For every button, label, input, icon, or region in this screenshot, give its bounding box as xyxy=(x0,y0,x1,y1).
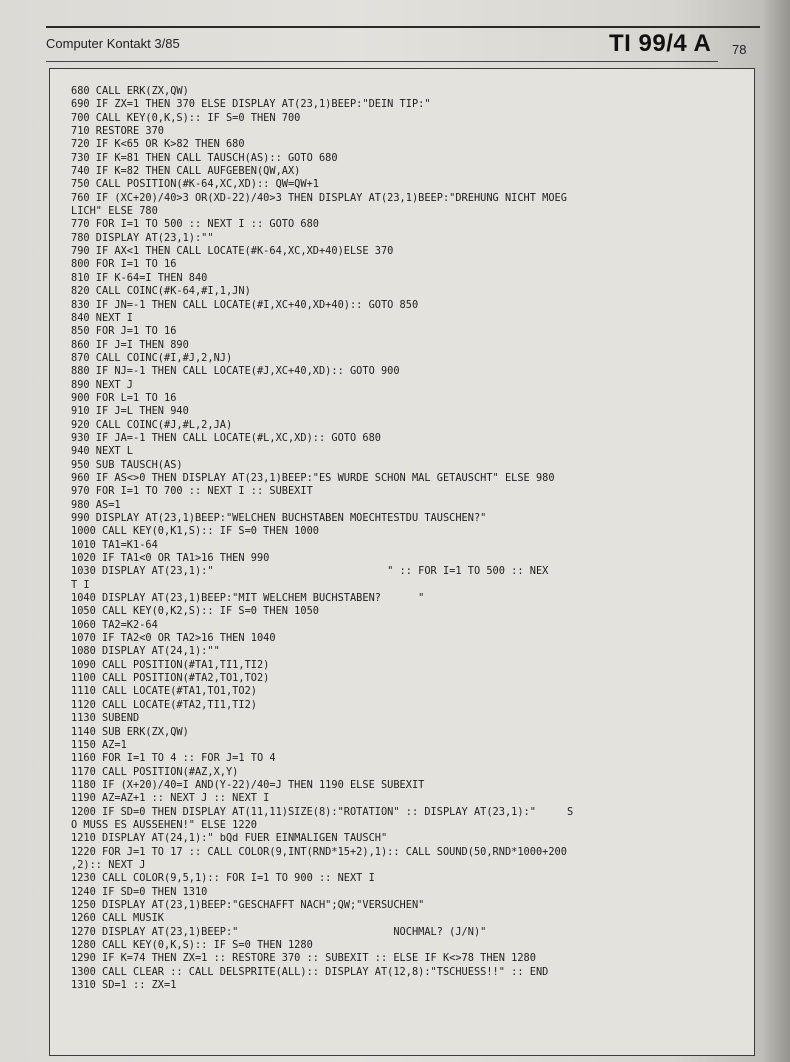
code-line: 1100 CALL POSITION(#TA2,TO1,TO2) xyxy=(71,672,270,685)
header-rule xyxy=(46,61,718,62)
code-line: 920 CALL COINC(#J,#L,2,JA) xyxy=(71,418,233,431)
code-line: 830 IF JN=-1 THEN CALL LOCATE(#I,XC+40,XD+40):: GOTO 850 xyxy=(71,298,419,311)
code-line: 1270 DISPLAY AT(23,1)BEEP:" NOCHMAL? (J/N)" xyxy=(71,925,487,938)
code-line: 1140 SUB ERK(ZX,QW) xyxy=(71,725,189,738)
code-line: 700 CALL KEY(0,K,S):: IF S=0 THEN 700 xyxy=(71,111,301,124)
code-line: 1120 CALL LOCATE(#TA2,TI1,TI2) xyxy=(71,698,257,711)
code-line: 1070 IF TA2<0 OR TA2>16 THEN 1040 xyxy=(71,632,276,645)
code-line: 780 DISPLAY AT(23,1):"" xyxy=(71,231,214,244)
code-line: 1200 IF SD=0 THEN DISPLAY AT(11,11)SIZE(8):"ROTATION" :: DISPLAY AT(23,1):" S xyxy=(71,805,574,818)
code-line: 1000 CALL KEY(0,K1,S):: IF S=0 THEN 1000 xyxy=(71,525,319,538)
code-line: 1030 DISPLAY AT(23,1):" " :: FOR I=1 TO 500 :: NEX xyxy=(71,565,549,578)
code-line: 810 IF K-64=I THEN 840 xyxy=(71,271,208,284)
code-line: 1190 AZ=AZ+1 :: NEXT J :: NEXT I xyxy=(71,792,270,805)
code-line: 1040 DISPLAY AT(23,1)BEEP:"MIT WELCHEM BUCHSTABEN? " xyxy=(71,592,425,605)
code-line: 1230 CALL COLOR(9,5,1):: FOR I=1 TO 900 :: NEXT I xyxy=(71,872,375,885)
code-line: 680 CALL ERK(ZX,QW) xyxy=(71,85,189,97)
code-line: 860 IF J=I THEN 890 xyxy=(71,338,189,351)
code-line: 1160 FOR I=1 TO 4 :: FOR J=1 TO 4 xyxy=(71,752,276,765)
code-line: 1260 CALL MUSIK xyxy=(71,912,164,925)
code-line: 820 CALL COINC(#K-64,#I,1,JN) xyxy=(71,285,251,298)
code-line: 1010 TA1=K1-64 xyxy=(71,538,158,551)
magazine-title: Computer Kontakt 3/85 xyxy=(46,36,180,51)
code-line: 1250 DISPLAY AT(23,1)BEEP:"GESCHAFFT NACH";QW;"VERSUCHEN" xyxy=(71,898,425,911)
page-edge-shadow xyxy=(762,0,790,1062)
code-line: 1050 CALL KEY(0,K2,S):: IF S=0 THEN 1050 xyxy=(71,605,319,618)
code-line: 1180 IF (X+20)/40=I AND(Y-22)/40=J THEN 1190 ELSE SUBEXIT xyxy=(71,778,425,791)
code-line: 890 NEXT J xyxy=(71,378,133,391)
code-line: 770 FOR I=1 TO 500 :: NEXT I :: GOTO 680 xyxy=(71,218,319,231)
code-line: 980 AS=1 xyxy=(71,498,121,511)
code-line: 870 CALL COINC(#I,#J,2,NJ) xyxy=(71,351,233,364)
code-line: 1080 DISPLAY AT(24,1):"" xyxy=(71,645,220,658)
code-line: 950 SUB TAUSCH(AS) xyxy=(71,458,183,471)
code-line: 970 FOR I=1 TO 700 :: NEXT I :: SUBEXIT xyxy=(71,485,313,498)
code-line: 960 IF AS<>0 THEN DISPLAY AT(23,1)BEEP:"ES WURDE SCHON MAL GETAUSCHT" ELSE 980 xyxy=(71,471,555,484)
code-line: 1020 IF TA1<0 OR TA1>16 THEN 990 xyxy=(71,552,270,565)
code-line: 1060 TA2=K2-64 xyxy=(71,618,158,631)
code-line: 710 RESTORE 370 xyxy=(71,125,164,138)
page-number: 78 xyxy=(732,42,747,57)
code-line: 750 CALL POSITION(#K-64,XC,XD):: QW=QW+1 xyxy=(71,178,319,191)
code-line: 800 FOR I=1 TO 16 xyxy=(71,258,177,271)
code-line: 910 IF J=L THEN 940 xyxy=(71,405,189,418)
code-line: 690 IF ZX=1 THEN 370 ELSE DISPLAY AT(23,1)BEEP:"DEIN TIP:" xyxy=(71,98,431,111)
page-header xyxy=(46,28,760,62)
code-line: 1310 SD=1 :: ZX=1 xyxy=(71,979,177,992)
code-line: 1280 CALL KEY(0,K,S):: IF S=0 THEN 1280 xyxy=(71,939,313,951)
code-line: ,2):: NEXT J xyxy=(71,858,146,871)
code-line: 1170 CALL POSITION(#AZ,X,Y) xyxy=(71,765,239,778)
code-line: 940 NEXT L xyxy=(71,445,133,458)
program-listing-box xyxy=(49,68,755,1056)
program-listing xyxy=(71,85,751,992)
code-line: 990 DISPLAY AT(23,1)BEEP:"WELCHEN BUCHSTABEN MOECHTESTDU TAUSCHEN?" xyxy=(71,512,487,524)
code-line: 760 IF (XC+20)/40>3 OR(XD-22)/40>3 THEN DISPLAY AT(23,1)BEEP:"DREHUNG NICHT MOEG xyxy=(71,191,567,204)
code-line: LICH" ELSE 780 xyxy=(71,205,158,218)
code-line: 880 IF NJ=-1 THEN CALL LOCATE(#J,XC+40,XD):: GOTO 900 xyxy=(71,365,400,378)
code-line: 720 IF K<65 OR K>82 THEN 680 xyxy=(71,138,245,151)
code-line: 1130 SUBEND xyxy=(71,712,140,725)
code-line: 730 IF K=81 THEN CALL TAUSCH(AS):: GOTO 680 xyxy=(71,151,338,164)
code-line: 1300 CALL CLEAR :: CALL DELSPRITE(ALL):: DISPLAY AT(12,8):"TSCHUESS!!" :: END xyxy=(71,965,549,978)
code-line: 1240 IF SD=0 THEN 1310 xyxy=(71,885,208,898)
code-line: 1090 CALL POSITION(#TA1,TI1,TI2) xyxy=(71,658,270,671)
system-title: TI 99/4 A xyxy=(609,30,712,57)
code-line: 1110 CALL LOCATE(#TA1,TO1,TO2) xyxy=(71,685,257,698)
code-line: 930 IF JA=-1 THEN CALL LOCATE(#L,XC,XD):: GOTO 680 xyxy=(71,431,381,444)
code-line: 840 NEXT I xyxy=(71,311,133,324)
code-line: 900 FOR L=1 TO 16 xyxy=(71,391,177,404)
code-line: 850 FOR J=1 TO 16 xyxy=(71,325,177,338)
code-line: O MUSS ES AUSSEHEN!" ELSE 1220 xyxy=(71,818,257,831)
code-line: 740 IF K=82 THEN CALL AUFGEBEN(QW,AX) xyxy=(71,165,301,178)
code-line: 1210 DISPLAY AT(24,1):" bQd FUER EINMALIGEN TAUSCH" xyxy=(71,832,388,845)
code-line: 1150 AZ=1 xyxy=(71,738,127,751)
code-line: T I xyxy=(71,578,90,591)
code-line: 1220 FOR J=1 TO 17 :: CALL COLOR(9,INT(RND*15+2),1):: CALL SOUND(50,RND*1000+200 xyxy=(71,845,567,858)
code-line: 1290 IF K=74 THEN ZX=1 :: RESTORE 370 :: SUBEXIT :: ELSE IF K<>78 THEN 1280 xyxy=(71,952,536,965)
code-line: 790 IF AX<1 THEN CALL LOCATE(#K-64,XC,XD+40)ELSE 370 xyxy=(71,245,394,258)
